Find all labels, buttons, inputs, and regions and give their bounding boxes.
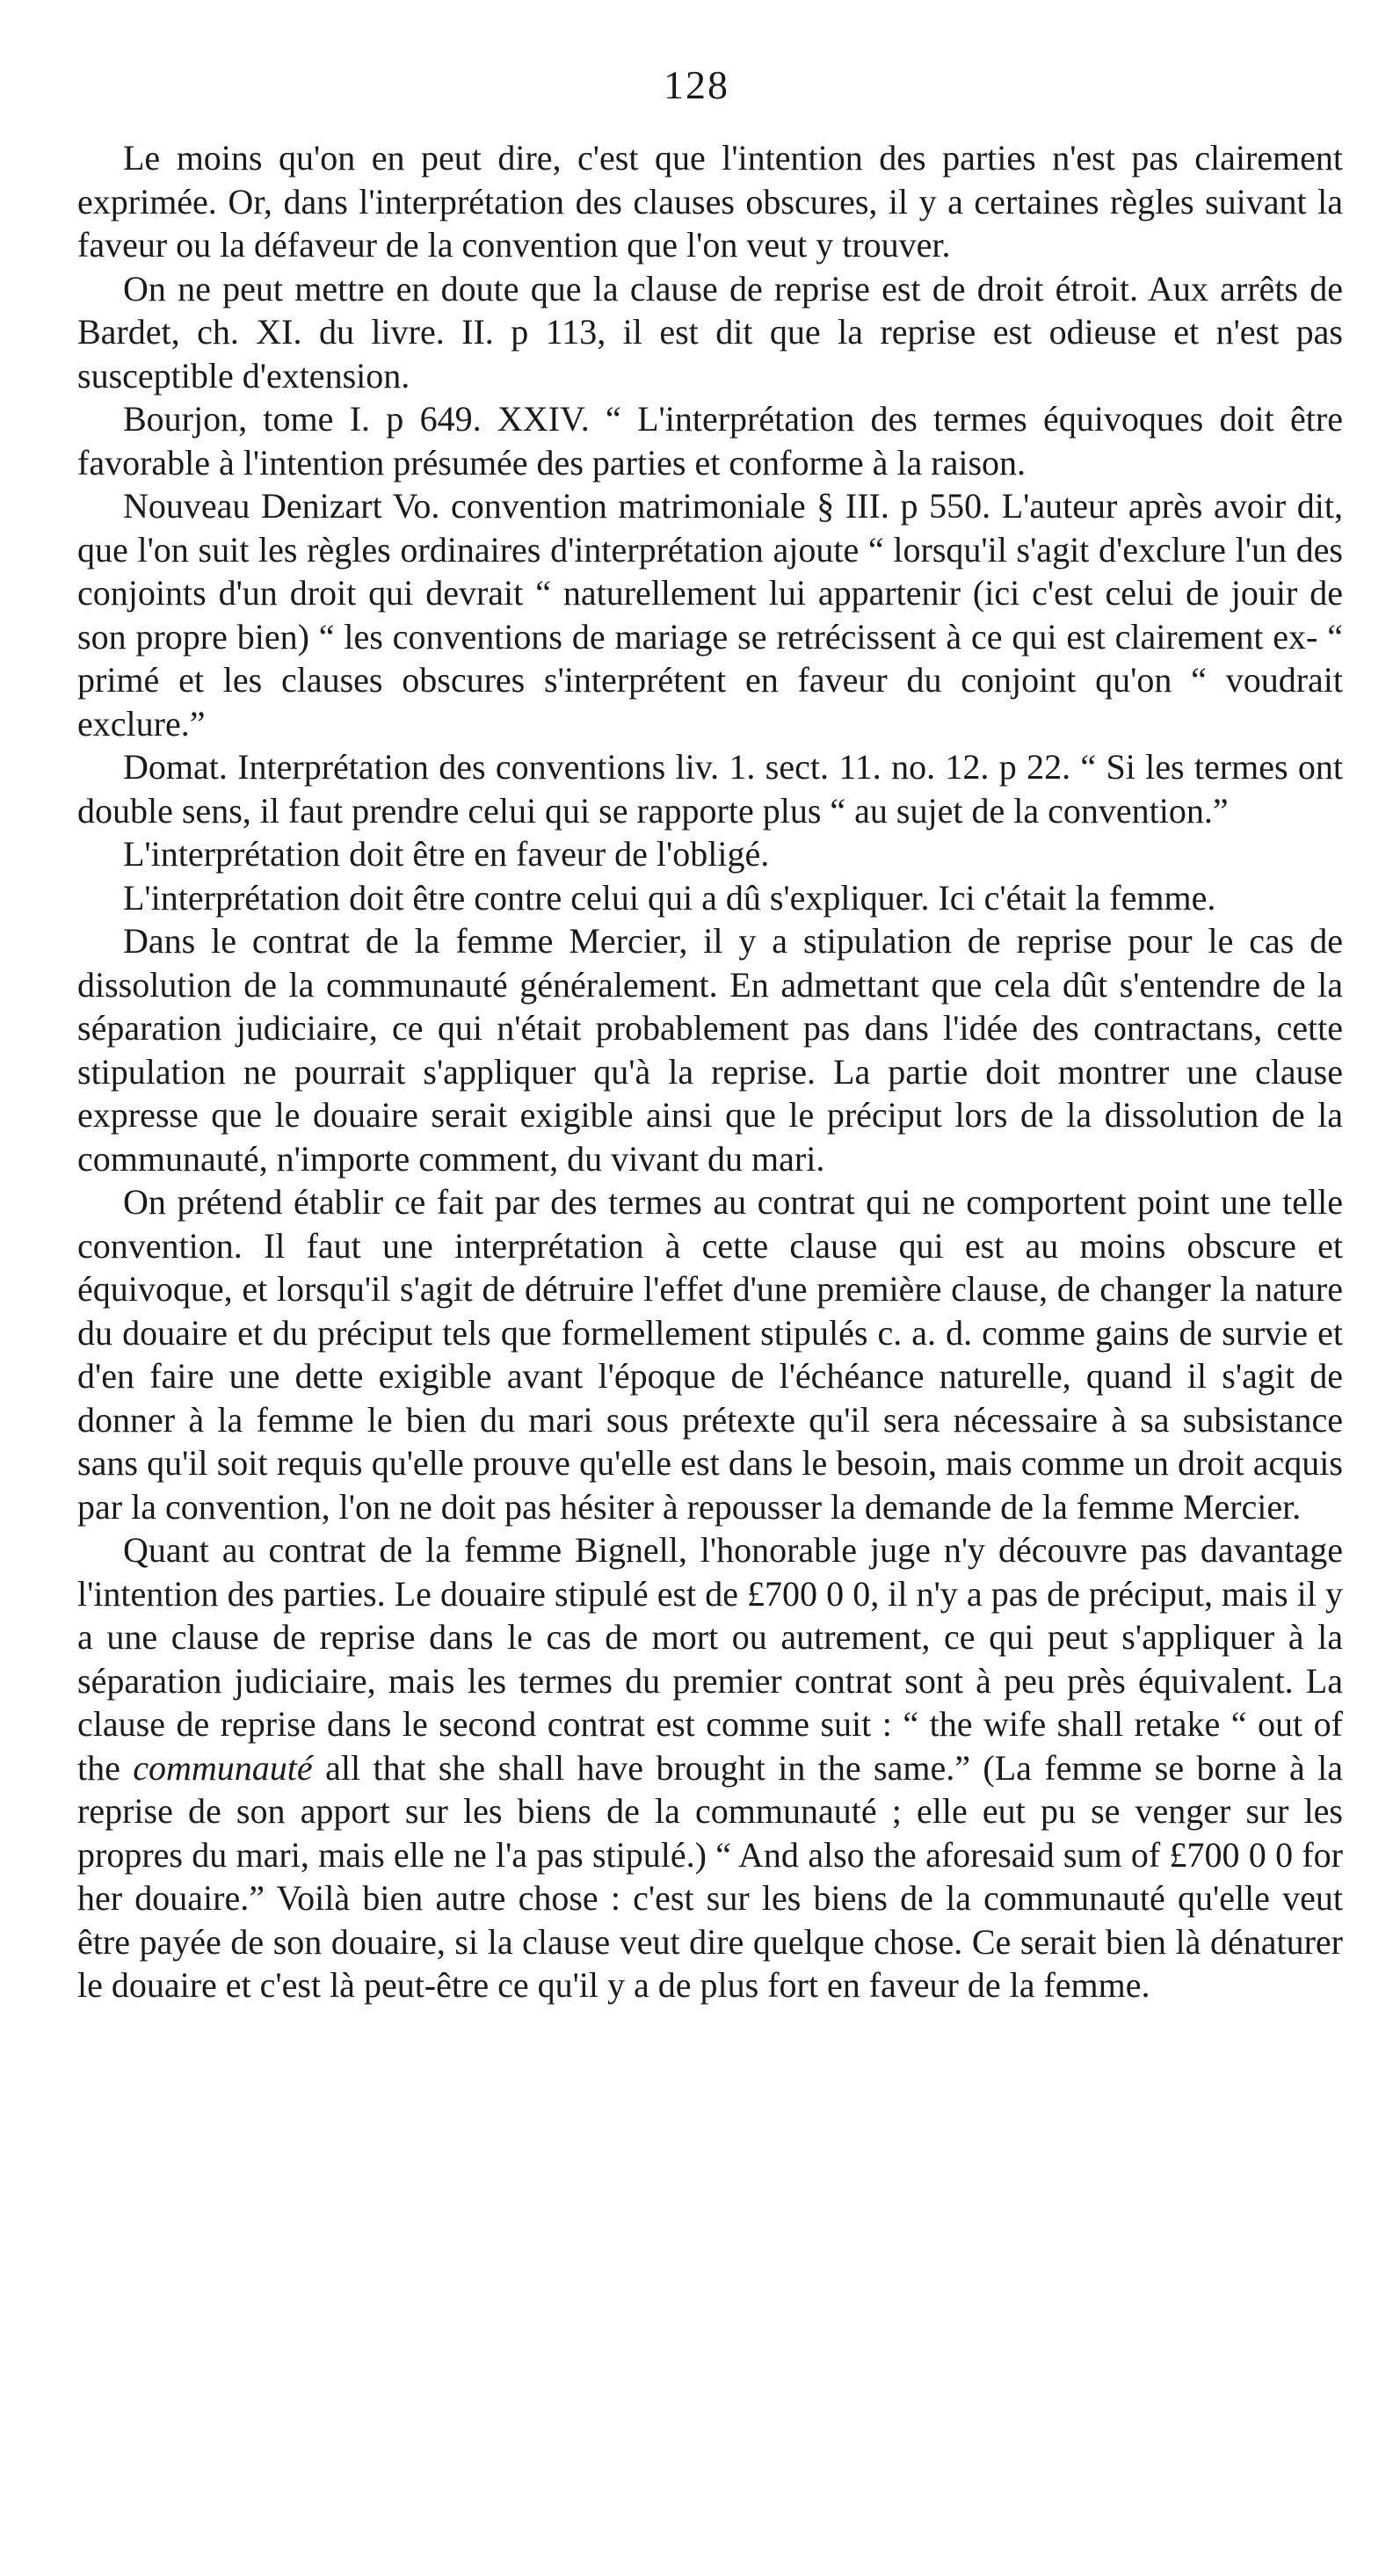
body-text: [77, 136, 1343, 2007]
page-number: 128: [664, 62, 729, 107]
paragraph-text: Quant au contrat de la femme Bignell, l'honorable juge n'y découvre pas davantage l'intention des parties. Le douaire stipulé est de £700 0 0, il n'y a pas de préciput, mais il y a une clause de reprise dans le cas de mort ou autrement, ce qui peut s'appliquer à la séparation judiciaire, mais les termes du premier contrat sont à peu près équivalent. La clause de reprise dans le second contrat est comme suit : “ the wife shall retake “ out of the: [77, 1530, 1343, 1788]
paragraph: Bourjon, tome I. p 649. XXIV. “ L'interprétation des termes équivoques doit être favorable à l'intention présumée des parties et conforme à la raison.: [77, 399, 1343, 483]
italic-term: communauté: [133, 1747, 313, 1788]
paragraph: Dans le contrat de la femme Mercier, il y a stipulation de reprise pour le cas de dissolution de la communauté généralement. En admettant que cela dût s'entendre de la séparation judiciaire, ce qui n'était probablement pas dans l'idée des contractans, cette stipulation ne pourrait s'appliquer qu'à la reprise. La partie doit montrer une clause expresse que le douaire serait exigible ainsi que le préciput lors de la dissolution de la communauté, n'importe comment, du vivant du mari.: [77, 921, 1343, 1179]
paragraph-text: all that she shall have brought in the same.” (La femme se borne à la reprise de son apport sur les biens de la communauté ; elle eut pu se venger sur les propres du mari, mais elle ne l'a pas stipulé.) “ And also the aforesaid sum of £700 0 0 for her douaire.” Voilà bien autre chose : c'est sur les biens de la communauté qu'elle veut être payée de son douaire, si la clause veut dire quelque chose. Ce serait bien là dénaturer le douaire et c'est là peut-être ce qu'il y a de plus fort en faveur de la femme.: [77, 1747, 1343, 2005]
paragraph: L'interprétation doit être en faveur de l'obligé.: [123, 834, 770, 874]
paragraph: L'interprétation doit être contre celui qui a dû s'expliquer. Ici c'était la femme.: [123, 877, 1216, 918]
paragraph: Domat. Interprétation des conventions liv. 1. sect. 11. no. 12. p 22. “ Si les termes ont double sens, il faut prendre celui qui se rapporte plus “ au sujet de la convention.”: [77, 747, 1343, 831]
paragraph: Nouveau Denizart Vo. convention matrimoniale § III. p 550. L'auteur après avoir dit, que l'on suit les règles ordinaires d'interprétation ajoute “ lorsqu'il s'agit d'exclure l'un des conjoints d'un droit qui devrait “ naturellement lui appartenir (ici c'est celui de jouir de son propre bien) “ les conventions de mariage se retrécissent à ce qui est clairement ex- “ primé et les clauses obscures s'interprétent en faveur du conjoint qu'on “ voudrait exclure.”: [77, 486, 1343, 744]
paragraph: On prétend établir ce fait par des termes au contrat qui ne comportent point une telle convention. Il faut une interprétation à cette clause qui est au moins obscure et équivoque, et lorsqu'il s'agit de détruire l'effet d'une première clause, de changer la nature du douaire et du préciput tels que formellement stipulés c. a. d. comme gains de survie et d'en faire une dette exigible avant l'époque de l'échéance naturelle, quand il s'agit de donner à la femme le bien du mari sous prétexte qu'il sera nécessaire à sa subsistance sans qu'il soit requis qu'elle prouve qu'elle est dans le besoin, mais comme un droit acquis par la convention, l'on ne doit pas hésiter à repousser la demande de la femme Mercier.: [77, 1182, 1343, 1527]
paragraph: On ne peut mettre en doute que la clause de reprise est de droit étroit. Aux arrêts de Bardet, ch. XI. du livre. II. p 113, il est dit que la reprise est odieuse et n'est pas susceptible d'extension.: [77, 268, 1343, 395]
paragraph: Le moins qu'on en peut dire, c'est que l'intention des parties n'est pas clairement exprimée. Or, dans l'interprétation des clauses obscures, il y a certaines règles suivant la faveur ou la défaveur de la convention que l'on veut y trouver.: [77, 138, 1343, 265]
paragraph: [77, 1528, 1343, 2007]
